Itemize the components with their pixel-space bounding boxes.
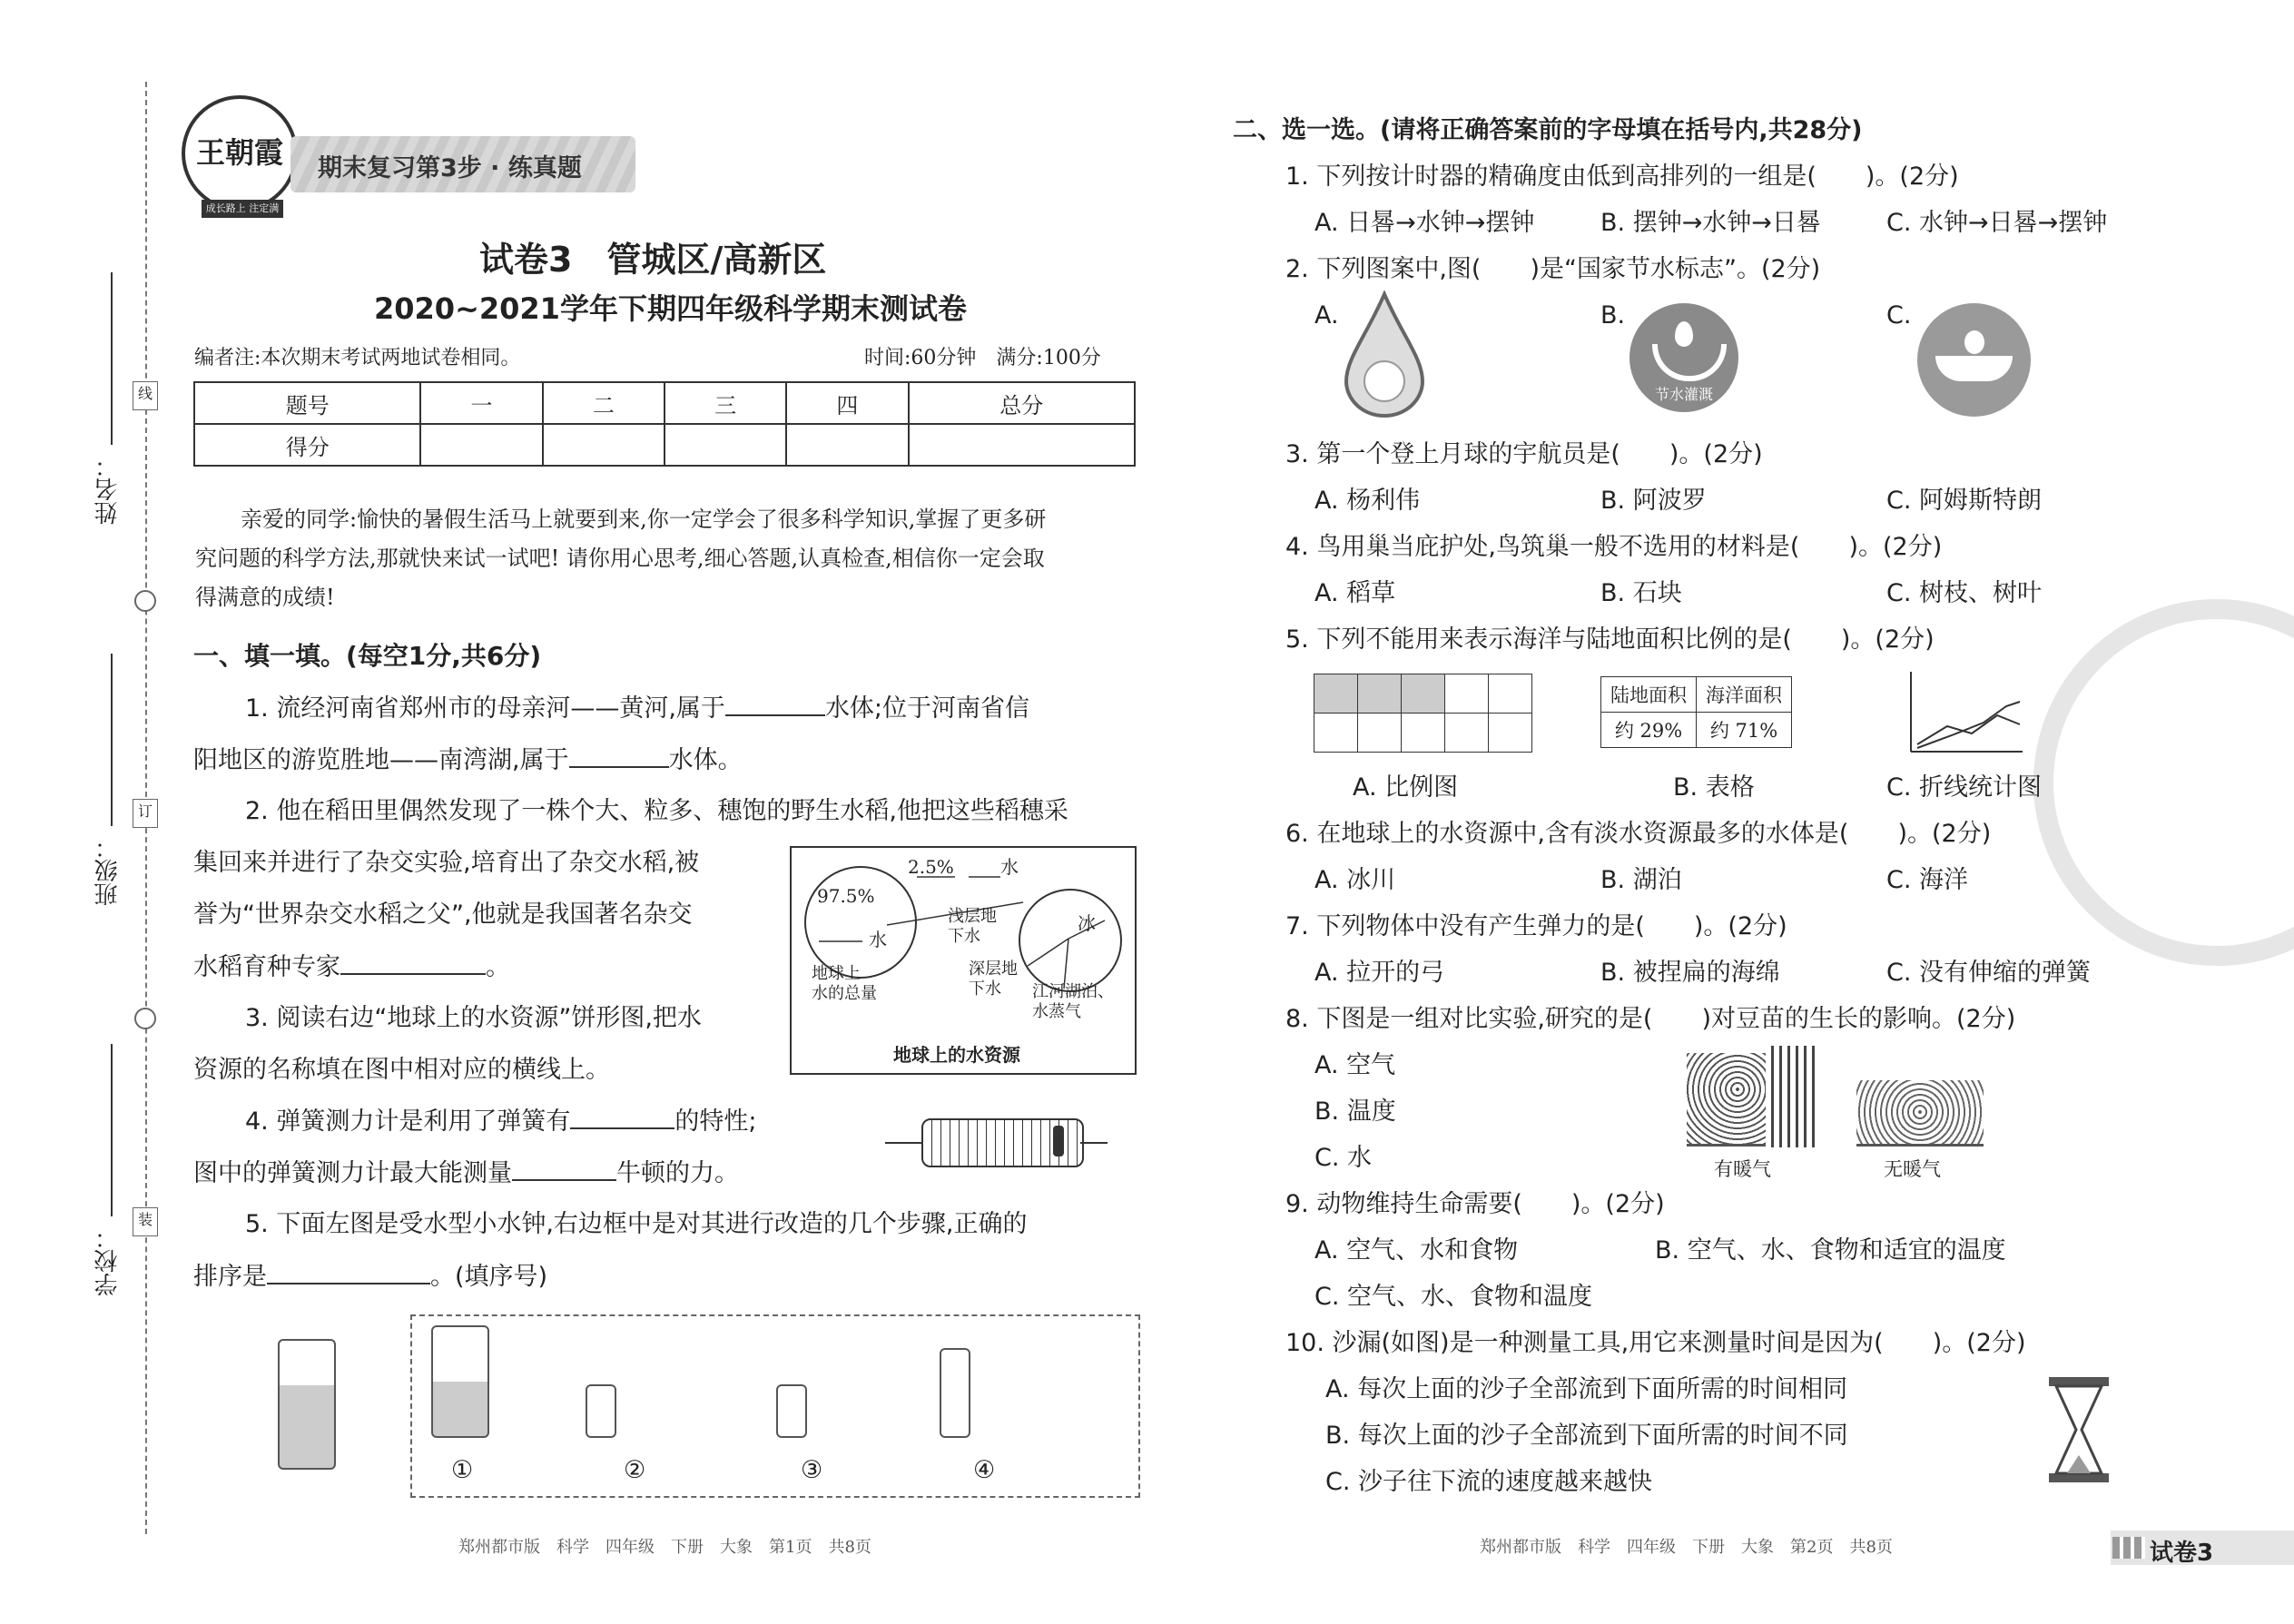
s2-q6-opt: B. 湖泊 bbox=[1600, 866, 1682, 894]
q2-line2: 集回来并进行了杂交实验,培育出了杂交水稻,被 bbox=[193, 849, 700, 877]
radiator-image bbox=[1766, 1046, 1820, 1147]
footer-right: 郑州都市版 科学 四年级 下册 大象 第2页 共8页 bbox=[1480, 1538, 1893, 1557]
time-info: 时间:60分钟 满分:100分 bbox=[864, 347, 1101, 369]
editor-note: 编者注:本次期末考试两地试卷相同。 bbox=[194, 347, 521, 369]
answer-blank[interactable] bbox=[569, 744, 669, 768]
name-line bbox=[111, 272, 113, 445]
s2-q5-opt: A. 比例图 bbox=[1353, 773, 1459, 802]
school-label: 学校： bbox=[94, 1225, 122, 1296]
class-label: 班级： bbox=[94, 835, 122, 906]
q1-line2: 阳地区的游览胜地——南湾湖,属于 水体。 bbox=[193, 746, 743, 774]
score-cell[interactable] bbox=[786, 424, 908, 466]
s2-q2-opt: C. bbox=[1886, 301, 1912, 330]
s2-q10-opt: B. 每次上面的沙子全部流到下面所需的时间不同 bbox=[1325, 1422, 1848, 1450]
binding-hole bbox=[134, 590, 156, 612]
score-table bbox=[193, 381, 1136, 467]
score-header: 题号 bbox=[194, 382, 420, 424]
s2-q9: 9. 动物维持生命需要( )。(2分) bbox=[1285, 1190, 1665, 1218]
s2-q3-opt: B. 阿波罗 bbox=[1600, 487, 1707, 515]
s2-q2-opt: B. bbox=[1600, 301, 1626, 330]
area-value: 约 71% bbox=[1697, 713, 1792, 748]
step-label: ① bbox=[451, 1456, 474, 1484]
s2-q4-opt: C. 树枝、树叶 bbox=[1886, 579, 2043, 607]
step-2-image bbox=[586, 1384, 616, 1438]
water-drop-icon bbox=[1339, 290, 1430, 418]
page-title: 试卷3 管城区/高新区 bbox=[479, 240, 827, 280]
page-subtitle: 2020~2021学年下期四年级科学期末测试卷 bbox=[374, 291, 967, 326]
s2-q8-opt: B. 温度 bbox=[1314, 1097, 1396, 1126]
label-rivers: 江河湖泊、 水蒸气 bbox=[1032, 982, 1114, 1021]
answer-blank[interactable] bbox=[340, 951, 486, 975]
line-chart-icon bbox=[1906, 670, 2024, 756]
s2-q9-opt: A. 空气、水和食物 bbox=[1314, 1236, 1519, 1265]
s2-q9-opt: B. 空气、水、食物和适宜的温度 bbox=[1655, 1236, 2006, 1265]
area-header: 陆地面积 bbox=[1601, 677, 1697, 713]
score-header: 总分 bbox=[909, 382, 1135, 424]
s2-q1-opt: B. 摆钟→水钟→日晷 bbox=[1600, 209, 1821, 237]
ratio-grid bbox=[1314, 674, 1532, 753]
secret-seal-watermark bbox=[2033, 599, 2294, 966]
footer-squares bbox=[2112, 1537, 2145, 1559]
label-deep: 深层地 下水 bbox=[969, 960, 1018, 999]
s2-q5-opt: C. 折线统计图 bbox=[1886, 773, 2043, 802]
water-saving-badge bbox=[1629, 303, 1738, 412]
s2-q7-opt: C. 没有伸缩的弹簧 bbox=[1886, 959, 2092, 987]
answer-blank[interactable] bbox=[267, 1261, 430, 1284]
q4-line2: 图中的弹簧测力计最大能测量 牛顿的力。 bbox=[193, 1159, 739, 1187]
class-line bbox=[111, 654, 113, 826]
badge-text: 节水灌溉 bbox=[1654, 386, 1713, 403]
intro-line: 亲爱的同学:愉快的暑假生活马上就要到来,你一定学会了很多科学知识,掌握了更多研 bbox=[241, 507, 1047, 532]
s2-q3: 3. 第一个登上月球的宇航员是( )。(2分) bbox=[1285, 440, 1763, 468]
spring-scale-icon bbox=[885, 1115, 1112, 1169]
label-water: 水 bbox=[1000, 856, 1019, 878]
section1-title: 一、填一填。(每空1分,共6分) bbox=[193, 641, 542, 671]
label-water2: 水 bbox=[869, 929, 887, 950]
step-label: ③ bbox=[801, 1456, 823, 1484]
area-value: 约 29% bbox=[1601, 713, 1697, 748]
s2-q5: 5. 下列不能用来表示海洋与陆地面积比例的是( )。(2分) bbox=[1285, 625, 1935, 654]
score-cell[interactable] bbox=[665, 424, 786, 466]
area-header: 海洋面积 bbox=[1697, 677, 1792, 713]
s2-q4-opt: A. 稻草 bbox=[1314, 579, 1396, 607]
s2-q4: 4. 鸟用巢当庇护处,鸟筑巢一般不选用的材料是( )。(2分) bbox=[1285, 533, 1943, 561]
unheated-label: 无暖气 bbox=[1884, 1158, 1941, 1180]
s2-q10: 10. 沙漏(如图)是一种测量工具,用它来测量时间是因为( )。(2分) bbox=[1285, 1329, 2026, 1357]
national-water-saving-icon bbox=[1917, 303, 2031, 417]
cut-mark: 订 bbox=[133, 799, 158, 828]
q4-line1: 4. 弹簧测力计是利用了弹簧有 的特性; bbox=[245, 1107, 757, 1136]
s2-q1-opt: A. 日晷→水钟→摆钟 bbox=[1314, 209, 1535, 237]
pie-connectors bbox=[792, 848, 1135, 1073]
pct-975: 97.5% bbox=[817, 885, 875, 907]
steps-box bbox=[410, 1314, 1140, 1498]
step-4-image bbox=[940, 1348, 970, 1438]
step-1-image bbox=[431, 1325, 489, 1438]
water-clock-image bbox=[278, 1339, 336, 1470]
name-label: 姓名： bbox=[94, 454, 122, 525]
logo-slogan: 成长路上 注定满天 bbox=[202, 200, 283, 218]
binding-hole bbox=[134, 1008, 156, 1029]
score-header: 三 bbox=[665, 382, 786, 424]
score-cell[interactable] bbox=[543, 424, 665, 466]
intro-line: 究问题的科学方法,那就快来试一试吧! 请你用心思考,细心答题,认真检查,相信你一定会取 bbox=[195, 546, 1045, 571]
answer-blank[interactable] bbox=[570, 1106, 674, 1129]
s2-q6-opt: A. 冰川 bbox=[1314, 866, 1396, 894]
s2-q8-opt: C. 水 bbox=[1314, 1144, 1373, 1172]
q3-line1: 3. 阅读右边“地球上的水资源”饼形图,把水 bbox=[245, 1004, 702, 1032]
s2-q9-opt: C. 空气、水、食物和温度 bbox=[1314, 1283, 1593, 1311]
s2-q7-opt: B. 被捏扁的海绵 bbox=[1600, 959, 1780, 987]
step-label: ④ bbox=[973, 1456, 996, 1484]
label-shallow: 浅层地 下水 bbox=[948, 907, 997, 946]
logo: 王朝霞 bbox=[182, 95, 298, 212]
s2-q5-opt: B. 表格 bbox=[1673, 773, 1755, 802]
score-header: 一 bbox=[420, 382, 542, 424]
s2-q3-opt: A. 杨利伟 bbox=[1314, 487, 1421, 515]
score-cell[interactable] bbox=[420, 424, 542, 466]
s2-q8: 8. 下图是一组对比实验,研究的是( )对豆苗的生长的影响。(2分) bbox=[1285, 1005, 2016, 1033]
banner-text: 期末复习第3步 · 练真题 bbox=[318, 154, 582, 182]
s2-q2-opt: A. bbox=[1314, 301, 1339, 330]
score-header: 二 bbox=[543, 382, 665, 424]
heated-label: 有暖气 bbox=[1714, 1158, 1771, 1180]
q2-line4: 水稻育种专家 。 bbox=[193, 953, 510, 981]
figure-caption: 地球上的水资源 bbox=[893, 1044, 1020, 1066]
intro-line: 得满意的成绩! bbox=[195, 585, 335, 610]
pct-25: 2.5% bbox=[908, 856, 954, 878]
s2-q3-opt: C. 阿姆斯特朗 bbox=[1886, 487, 2043, 515]
cut-mark: 装 bbox=[133, 1207, 158, 1236]
answer-blank[interactable] bbox=[512, 1157, 616, 1181]
s2-q6: 6. 在地球上的水资源中,含有淡水资源最多的水体是( )。(2分) bbox=[1285, 820, 1992, 848]
s2-q2: 2. 下列图案中,图( )是“国家节水标志”。(2分) bbox=[1285, 255, 1821, 283]
q2-line1: 2. 他在稻田里偶然发现了一株个大、粒多、穗饱的野生水稻,他把这些稻穗采 bbox=[245, 797, 1068, 825]
q5-line2: 排序是 。(填序号) bbox=[193, 1263, 548, 1291]
area-table bbox=[1600, 676, 1792, 748]
footer-tag: 试卷3 bbox=[2150, 1540, 2214, 1567]
s2-q8-opt: A. 空气 bbox=[1314, 1051, 1396, 1079]
school-line bbox=[111, 1044, 113, 1216]
s2-q7: 7. 下列物体中没有产生弹力的是( )。(2分) bbox=[1285, 912, 1787, 940]
s2-q10-opt: A. 每次上面的沙子全部流到下面所需的时间相同 bbox=[1325, 1375, 1848, 1403]
q1-line1: 1. 流经河南省郑州市的母亲河——黄河,属于 水体;位于河南省信 bbox=[245, 694, 1030, 723]
answer-blank[interactable] bbox=[725, 693, 825, 716]
s2-q6-opt: C. 海洋 bbox=[1886, 866, 1969, 894]
q2-line3: 誉为“世界杂交水稻之父”,他就是我国著名杂交 bbox=[193, 901, 693, 929]
s2-q1-opt: C. 水钟→日晷→摆钟 bbox=[1886, 209, 2108, 237]
cut-mark: 线 bbox=[133, 381, 158, 410]
q5-line1: 5. 下面左图是受水型小水钟,右边框中是对其进行改造的几个步骤,正确的 bbox=[245, 1210, 1028, 1238]
label-total: 地球上 水的总量 bbox=[812, 964, 877, 1003]
score-header: 四 bbox=[786, 382, 908, 424]
q3-line2: 资源的名称填在图中相对应的横线上。 bbox=[193, 1056, 610, 1084]
score-cell[interactable] bbox=[909, 424, 1135, 466]
step-label: ② bbox=[624, 1456, 646, 1484]
footer-left: 郑州都市版 科学 四年级 下册 大象 第1页 共8页 bbox=[458, 1538, 871, 1557]
label-ice: 冰 bbox=[1078, 912, 1096, 934]
s2-q1: 1. 下列按计时器的精确度由低到高排列的一组是( )。(2分) bbox=[1285, 162, 1959, 191]
s2-q7-opt: A. 拉开的弓 bbox=[1314, 959, 1445, 987]
s2-q10-opt: C. 沙子往下流的速度越来越快 bbox=[1325, 1468, 1653, 1496]
hourglass-icon bbox=[2047, 1375, 2111, 1484]
step-3-image bbox=[776, 1384, 807, 1438]
section2-title: 二、选一选。(请将正确答案前的字母填在括号内,共28分) bbox=[1233, 116, 1863, 144]
score-row-label: 得分 bbox=[194, 424, 420, 466]
water-resources-figure bbox=[790, 846, 1137, 1075]
s2-q4-opt: B. 石块 bbox=[1600, 579, 1682, 607]
unheated-sprouts-image bbox=[1856, 1080, 1984, 1147]
